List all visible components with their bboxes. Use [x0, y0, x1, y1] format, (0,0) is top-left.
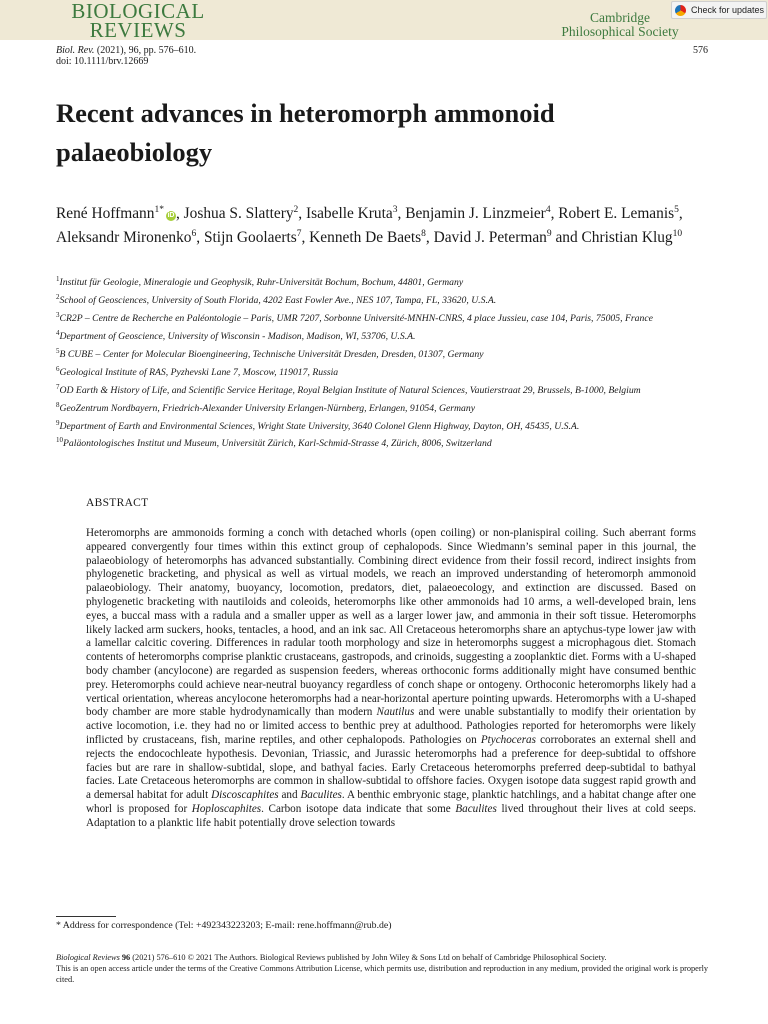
affiliation-item — [56, 345, 716, 361]
author-affiliation-mark: 1* — [154, 205, 164, 215]
affiliation-number: 1 — [56, 275, 60, 283]
author-separator: , — [196, 229, 204, 247]
society-name-line2: Philosophical Society — [561, 24, 679, 39]
affiliation-item — [56, 309, 716, 325]
affiliation-text: GeoZentrum Nordbayern, Friedrich-Alexander University Erlangen-Nürnberg, Erlangen, 91054, Germany — [59, 402, 476, 414]
abstract-text-segment: Heteromorphs are ammonoids forming a conch with detached whorls (open coiling) or non-planispiral coiling. Such aberrant forms appeared convergently four times within this extinct group of cephalopods. Since Wiedmann’s seminal paper in this journal, the palaeobiology of heteromorphs has advanced substantially. Combining direct evidence from their fossil record, indirect insights from phylogenetic bracketing, and physical as well as virtual models, we reach an improved understanding of heteromorph ammonoid palaeobiology. Their anatomy, buoyancy, locomotion, predators, diet, palaeoecology, and extinction are discussed. Based on phylogenetic bracketing with nautiloids and coleoids, heteromorphs like other ammonoids had 10 arms, a well-developed brain, lens eyes, a buccal mass with a radula and a smaller upper as well as a larger lower jaw, and ammonia in their soft tissue. Heteromorphs likely lacked arm suckers, hooks, tentacles, a hood, and an ink sac. All Cretaceous heteromorphs share an aptychus-type lower jaw with a lamellar calcitic covering. Differences in radular tooth morphology and size in heteromorphs suggest a microphagous diet. Stomach contents of heteromorphs comprise planktic crustaceans, gastropods, and crinoids, suggesting a zooplanktic diet. Forms with a U-shaped body chamber (ancylocone) are regarded as suspension feeders, whereas orthoconic forms additionally might have consumed benthic prey. Heteromorphs could achieve near-neutral buoyancy regardless of conch shape or ontogeny. Orthoconic heteromorphs likely had a vertical orientation, whereas ancylocone heteromorphs had a near-horizontal aperture pointing upwards. Heteromorphs with a U-shaped body chamber are more stable hydrodynamically than modern — [86, 527, 696, 719]
affiliation-item — [56, 327, 716, 343]
affiliation-text: Institut für Geologie, Mineralogie und Geophysik, Ruhr-Universität Bochum, Bochum, 44801, Germany — [59, 277, 464, 289]
affiliation-text: CR2P – Centre de Recherche en Paléontologie – Paris, UMR 7207, Sorbonne Université-MNHN-CNRS, 4 place Jussieu, case 104, Paris, 75005, France — [59, 313, 653, 325]
author-name: Stijn Goolaerts — [203, 229, 297, 247]
affiliation-number: 9 — [56, 418, 60, 427]
author-name: Robert E. Lemanis — [558, 205, 675, 223]
affiliation-item — [56, 273, 716, 289]
abstract-taxon-name: Ptychoceras — [480, 733, 536, 746]
copyright-line — [56, 953, 712, 963]
citation-journal: Biol. Rev. — [56, 45, 95, 56]
citation-details: (2021), 96, pp. 576–610. — [94, 45, 197, 56]
author-name: Kenneth De Baets — [309, 229, 422, 247]
abstract-text — [86, 527, 696, 831]
author-name: Aleksandr Mironenko — [56, 229, 192, 247]
journal-header-band — [0, 0, 768, 40]
footnote-divider — [56, 916, 116, 917]
affiliation-number: 2 — [56, 292, 60, 301]
author-name: Christian Klug — [581, 229, 673, 247]
affiliation-number: 3 — [56, 310, 60, 319]
affiliation-text: Department of Earth and Environmental Sciences, Wright State University, 3640 Colonel Glenn Highway, Dayton, OH, 45435, U.S.A. — [59, 420, 580, 432]
abstract-heading: ABSTRACT — [86, 497, 149, 509]
abstract-text-segment: and — [278, 789, 301, 802]
orcid-icon[interactable]: iD — [167, 212, 175, 220]
affiliation-item — [56, 417, 716, 433]
author-affiliation-mark: 10 — [672, 229, 683, 240]
abstract-taxon-name: Hoploscaphites — [191, 802, 262, 815]
check-for-updates-button[interactable] — [671, 1, 767, 19]
author-affiliation-mark: 3 — [392, 205, 398, 215]
journal-name-line2: REVIEWS — [89, 18, 187, 42]
author-name: David J. Peterman — [433, 229, 547, 247]
license-line: This is an open access article under the terms of the Creative Commons Attribution License, which permits use, distribution and reproduction in any medium, provided the original work is properly cited. — [56, 964, 709, 984]
affiliation-item — [56, 434, 716, 450]
copyright-footer — [56, 953, 712, 986]
affiliation-item — [56, 381, 716, 397]
author-name: René Hoffmann — [56, 205, 155, 223]
author-separator: , — [425, 229, 434, 247]
affiliation-text: Paläontologisches Institut und Museum, Universität Zürich, Karl-Schmid-Strasse 4, Zürich, 8006, Switzerland — [63, 438, 492, 450]
affiliation-text: Department of Geoscience, University of Wisconsin - Madison, Madison, WI, 53706, U.S.A. — [59, 331, 416, 343]
affiliation-number: 7 — [56, 382, 60, 391]
author-affiliation-mark: 7 — [296, 229, 302, 240]
author-separator: , — [175, 205, 184, 223]
abstract-text-segment: lived throughout their lives at cold seeps. Adaptation to a planktic life habit potentially drove selection towards — [86, 802, 696, 829]
citation-line — [56, 45, 196, 56]
crossmark-icon — [675, 5, 686, 16]
citation-block — [56, 45, 196, 67]
author-separator: , — [301, 229, 310, 247]
author-list — [56, 200, 716, 248]
doi-link[interactable]: doi: 10.1111/brv.12669 — [56, 56, 149, 67]
author-separator: , — [550, 205, 559, 223]
author-name: Isabelle Kruta — [305, 205, 393, 223]
article-title: Recent advances in heteromorph ammonoid palaeobiology — [56, 98, 555, 167]
author-affiliation-mark: 6 — [191, 229, 197, 240]
author-name: Joshua S. Slattery — [183, 205, 294, 223]
correspondence-note: * Address for correspondence (Tel: +492343223203; E-mail: rene.hoffmann@rub.de) — [56, 920, 392, 931]
author-affiliation-mark: 8 — [421, 229, 426, 240]
author-affiliation-mark: 5 — [674, 205, 679, 215]
abstract-taxon-name: Baculites — [300, 789, 342, 802]
author-separator: , — [397, 205, 406, 223]
author-separator: and — [551, 229, 582, 247]
affiliation-item — [56, 291, 716, 307]
society-name-line1: Cambridge — [590, 10, 650, 25]
footer-journal: Biological Reviews — [56, 953, 120, 962]
abstract-text-segment: and were unable substantially to modify their orientation by active locomotion, i.e. they had no or limited access to benthic prey at adulthood. Pathologies reported for heteromorphs were likely inflicted by crustaceans, fish, marine reptiles, and other cephalopods. Pathologies on — [86, 706, 696, 746]
affiliation-number: 10 — [56, 436, 63, 445]
affiliation-number: 6 — [56, 364, 60, 373]
affiliation-text: School of Geosciences, University of South Florida, 4202 East Fowler Ave., NES 107, Tampa, FL, 33620, U.S.A. — [59, 295, 497, 307]
author-separator: , — [678, 205, 683, 223]
check-for-updates-label: Check for updates — [691, 5, 765, 15]
abstract-text-segment: . A benthic embryonic stage, planktic hatchlings, and a habitat change after one whorl is proposed for — [86, 789, 696, 815]
author-affiliation-mark: 9 — [546, 229, 552, 240]
author-affiliation-mark: 2 — [293, 205, 299, 215]
footer-copyright-text: (2021) 576–610 © 2021 The Authors. Biological Reviews published by John Wiley & Sons Ltd on behalf of Cambridge Philosophical Society. — [130, 953, 607, 962]
author-separator: , — [298, 205, 306, 223]
author-name: Benjamin J. Linzmeier — [405, 205, 546, 223]
affiliation-number: 5 — [56, 346, 60, 355]
page-number: 576 — [693, 45, 708, 56]
abstract-taxon-name: Nautilus — [376, 706, 415, 719]
journal-logo — [68, 2, 208, 40]
footer-volume: 96 — [119, 953, 131, 962]
abstract-text-segment: . Carbon isotope data indicate that some — [261, 802, 456, 815]
affiliation-number: 4 — [56, 328, 60, 337]
affiliation-text: B CUBE – Center for Molecular Bioengineering, Technische Universität Dresden, Dresden, 01307, Germany — [59, 348, 484, 360]
abstract-taxon-name: Discoscaphites — [211, 789, 279, 802]
author-affiliation-mark: 4 — [545, 205, 551, 215]
affiliation-text: Geological Institute of RAS, Pyzhevski Lane 7, Moscow, 119017, Russia — [59, 366, 339, 378]
affiliation-number: 8 — [56, 400, 60, 409]
affiliation-item — [56, 399, 716, 415]
abstract-taxon-name: Baculites — [455, 802, 497, 815]
affiliation-text: OD Earth & History of Life, and Scientific Service Heritage, Royal Belgian Institute of Natural Sciences, Vautierstraat 29, Brussels, B-1000, Belgium — [59, 384, 641, 396]
affiliation-list — [56, 273, 716, 452]
journal-name-line1: BIOLOGICAL — [71, 0, 205, 23]
affiliation-item — [56, 363, 716, 379]
abstract-text-segment: corroborates an external shell and rejects the endocochleate hypothesis. Devonian, Triassic, and Jurassic heteromorphs had a preference for deep-subtidal to offshore facies but are rare in shallow-subtidal, slope, and bathyal facies. Early Cretaceous heteromorphs preferred deep-subtidal to bathyal facies. Late Cretaceous heteromorphs are common in shallow-subtidal to offshore facies. Oxygen isotope data suggest rapid growth and a demersal habitat for adult — [86, 733, 696, 802]
